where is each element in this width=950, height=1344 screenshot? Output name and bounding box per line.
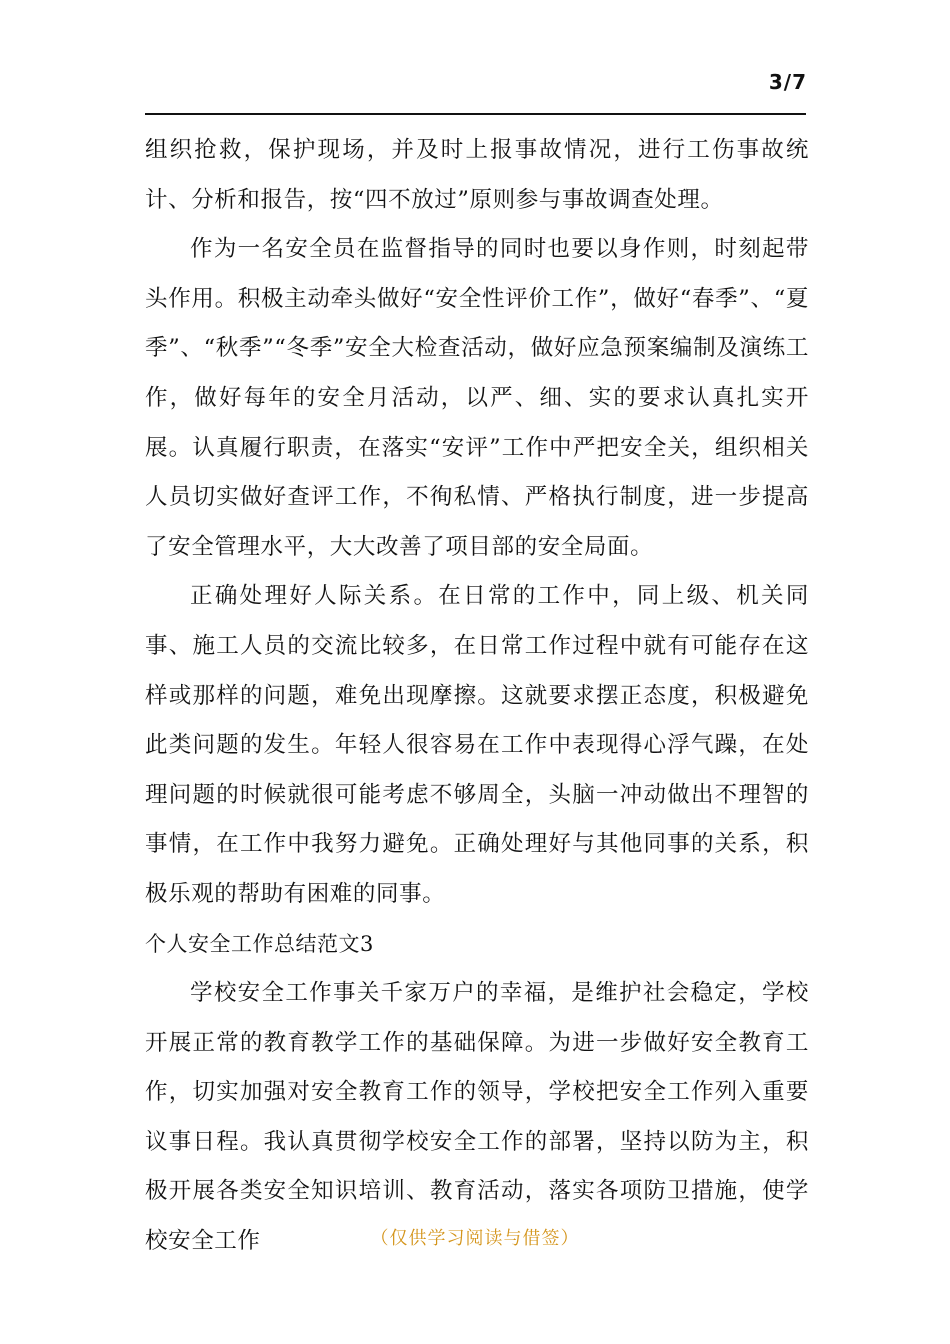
paragraph-safety-officer-role: 作为一名安全员在监督指导的同时也要以身作则，时刻起带头作用。积极主动牵头做好“安全性评价工作”，做好“春季”、“夏季”、“秋季”“冬季”安全大检查活动，做好应急预案编制及演练工作，做好每年的安全月活动，以严、细、实的要求认真扎实开展。认真履行职责，在落实“安评”工作中严把安全关，组织相关人员切实做好查评工作，不徇私情、严格执行制度，进一步提高了安全管理水平，大大改善了项目部的安全局面。 <box>145 236 809 560</box>
page-number: 3/7 <box>768 70 807 94</box>
header-divider <box>145 113 806 115</box>
paragraph-school-safety: 学校安全工作事关千家万户的幸福，是维护社会稳定，学校开展正常的教育教学工作的基础保障。为进一步做好安全教育工作，切实加强对安全教育工作的领导，学校把安全工作列入重要议事日程。我认真贯彻学校安全工作的部署，坚持以防为主，积极开展各类安全知识培训、教育活动，落实各项防卫措施，使学校安全工作 <box>145 980 809 1255</box>
document-body <box>145 126 809 1267</box>
paragraph-interpersonal-relations: 正确处理好人际关系。在日常的工作中，同上级、机关同事、施工人员的交流比较多，在日常工作过程中就有可能存在这样或那样的问题，难免出现摩擦。这就要求摆正态度，积极避免此类问题的发生。年轻人很容易在工作中表现得心浮气躁，在处理问题的时候就很可能考虑不够周全，头脑一冲动做出不理智的事情，在工作中我努力避免。正确处理好与其他同事的关系，积极乐观的帮助有困难的同事。 <box>145 583 809 907</box>
footer-note: （仅供学习阅读与借签） <box>370 1228 580 1249</box>
paragraph-continuation: 组织抢救，保护现场，并及时上报事故情况，进行工伤事故统计、分析和报告，按“四不放过”原则参与事故调查处理。 <box>145 137 809 213</box>
section-heading: 个人安全工作总结范文3 <box>145 931 374 956</box>
